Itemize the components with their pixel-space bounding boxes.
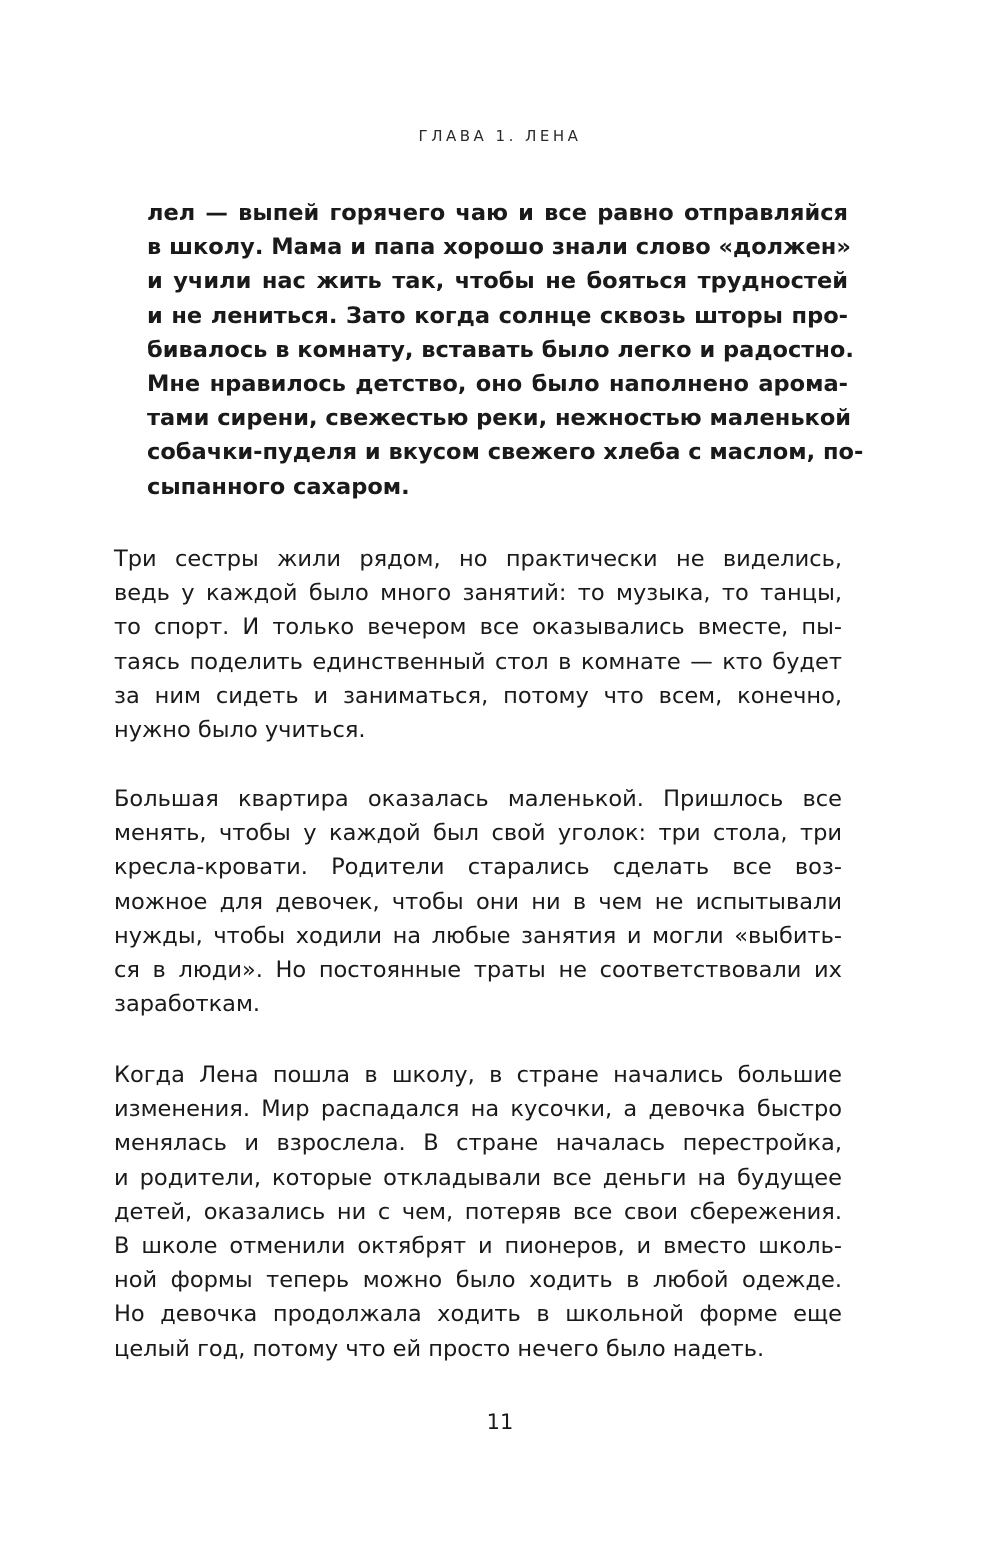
paragraph-line: изменения. Мир распадался на кусочки, а девочка быстро [114,1096,842,1123]
quote-line: и не лениться. Зато когда солнце сквозь шторы про- [147,302,848,329]
quote-line: Мне нравилось детство, оно было наполнено арома- [147,370,848,397]
paragraph-school [114,1058,842,1366]
quote-line: сыпанного сахаром. [147,473,410,500]
quote-block [147,196,864,504]
paragraph-line: Большая квартира оказалась маленькой. Пришлось все [114,786,842,812]
paragraph-sisters [114,542,842,747]
paragraph-line: и родители, которые откладывали все деньги на будущее [114,1164,842,1191]
paragraph-line: за ним сидеть и заниматься, потому что всем, конечно, [114,682,842,709]
paragraph-line: таясь поделить единственный стол в комнате — кто будет [114,648,842,675]
paragraph-apartment [114,782,842,1021]
paragraph-line: нужно было учиться. [114,716,366,743]
quote-line: бивалось в комнату, вставать было легко и радостно. [147,336,854,363]
paragraph-line: кресла-кровати. Родители старались сделать все воз- [114,854,842,881]
running-head: ГЛАВА 1. ЛЕНА [418,127,582,145]
paragraph-line: Три сестры жили рядом, но практически не виделись, [114,546,842,572]
paragraph-line: нужды, чтобы ходили на любые занятия и могли «выбить- [114,922,842,949]
paragraph-line: то спорт. И только вечером все оказывались вместе, пы- [114,614,842,641]
paragraph-line: менять, чтобы у каждой был свой уголок: три стола, три [114,820,842,847]
quote-line: в школу. Мама и папа хорошо знали слово «должен» [147,234,851,261]
paragraph-line: ведь у каждой было много занятий: то музыка, то танцы, [114,580,842,607]
paragraph-line: Но девочка продолжала ходить в школьной форме еще [114,1301,842,1328]
paragraph-line: целый год, потому что ей просто нечего было надеть. [114,1335,765,1362]
paragraph-line: детей, оказались ни с чем, потеряв все свои сбережения. [114,1198,842,1225]
quote-line: тами сирени, свежестью реки, нежностью маленькой [147,405,852,432]
paragraph-line: В школе отменили октябрят и пионеров, и вместо школь- [114,1232,842,1259]
paragraph-line: заработкам. [114,991,261,1018]
quote-line: лел — выпей горячего чаю и все равно отправляйся [147,200,848,226]
paragraph-line: ной формы теперь можно было ходить в любой одежде. [114,1267,842,1294]
page-number: 11 [486,1410,514,1434]
paragraph-line: можное для девочек, чтобы они ни в чем не испытывали [114,888,842,915]
paragraph-line: Когда Лена пошла в школу, в стране начались большие [114,1062,842,1088]
quote-line: собачки-пуделя и вкусом свежего хлеба с маслом, по- [147,439,864,466]
paragraph-line: менялась и взрослела. В стране началась перестройка, [114,1130,842,1157]
paragraph-line: ся в люди». Но постоянные траты не соответствовали их [114,956,842,983]
quote-line: и учили нас жить так, чтобы не бояться трудностей [147,268,848,295]
